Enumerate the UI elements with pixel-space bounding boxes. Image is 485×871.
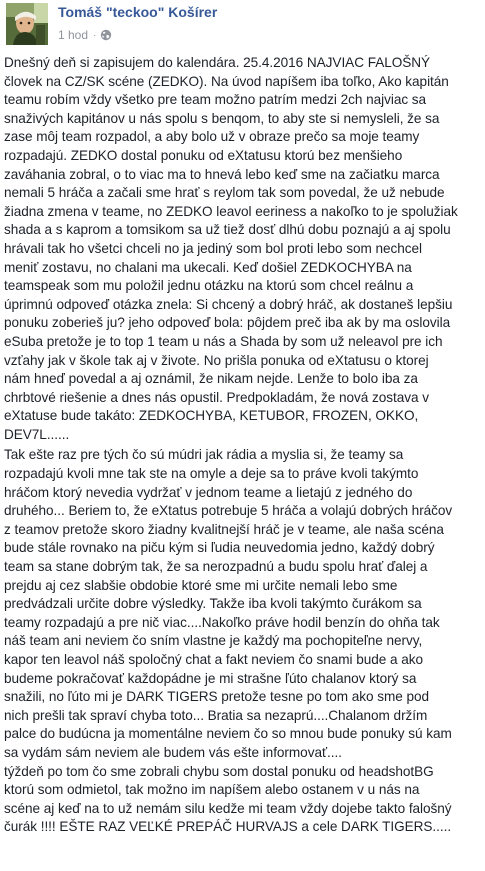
post-timestamp[interactable]: 1 hod (58, 28, 89, 42)
post-paragraph: Dnešný deň si zapisujem do kalendára. 25.4.2016 NAJVIAC FALOŠNÝ človek na CZ/SK scéne (ZEDKO). Na úvod napíšem iba toľko, Ako kapitán teamu robím vždy všetko pre team možno patrím medzi 2ch najviac sa snaživých kapitánov u nás spolu s benqom, to aby ste si nemysleli, že sa zase môj team rozpadol, a aby bolo už v obraze prečo sa moje teamy rozpadajú. ZEDKO dostal ponuku od eXtatusu ktorú bez menšieho zaváhania zobral, o to viac ma to hnevá lebo keď sme na začiatku marca nemali 5 hráča a začali sme hrať s reylom tak som povedal, že už nebude žiadna zmena v teame, no ZEDKO leavol eeriness a nakoľko to je spolužiak shada a s kaprom a tomsikom sa už tiež dosť dlhú dobu poznajú a aj spolu hrávali tak ho všetci chceli no ja jediný som bol proti lebo som nechcel meniť zostavu, no chalani ma ukecali. Keď došiel ZEDKOCHYBA na teamspeak som mu položil jednu otázku na ktorú som chcel reálnu a úprimnú odpoveď otázka znela: Si chcený a dobrý hráč, ak dostaneš lepšiu ponuku zoberieš ju? jeho odpoveď bola: pôjdem preč iba ak by ma oslovila eSuba pretože je to top 1 team u nás a Shada by som už neleavol pre ich vzťahy jak v škole tak aj v živote. No prišla ponuka od eXtatusu o ktorej nám hneď povedal a aj oznámil, že nikam nejde. Lenže to bolo iba za chrbtové riešenie a dnes nás opustil. Predpokladám, že nová zostava v eXtatuse bude takáto: ZEDKOCHYBA, KETUBOR, FROZEN, OKKO, DEV7L...... (4, 55, 458, 442)
post-body (4, 54, 482, 837)
avatar-image (6, 3, 48, 45)
meta-separator: · (93, 29, 97, 41)
post-meta (58, 27, 112, 43)
globe-icon[interactable] (100, 29, 112, 41)
post-paragraph: Tak ešte raz pre tých čo sú múdri jak rádia a myslia si, že teamy sa rozpadajú kvoli mne tak ste na omyle a deje sa to práve kvoli takýmto hráčom ktorý nevedia vydržať v jednom teame a lietajú z jedného do druhého... Beriem to, že eXtatus potrebuje 5 hráča a volajú dobrých hráčov z teamov pretože skoro žiadny kvalitnejší hráč je v teame, ale naša scéna bude stále rovnako na piču kým si ľudia neuvedomia jedno, každý dobrý team sa stane dobrým tak, že sa nerozpadnú a budu spolu hrať ďalej a prejdu aj cez slabšie obdobie ktoré sme mi určite nemali lebo sme predvádzali určite dobre výsledky. Takže iba kvoli takýmto čurákom sa teamy rozpadajú a pre nič viac....Nakoľko práve hodil benzín do ohňa tak náš team ani neviem čo sním vlastne je každý ma pochopiteľne nervy, kapor ten leavol náš spoločný chat a fakt neviem čo snami bude a ako budeme pokračovať každopádne je mi strašne ľúto chalanov ktorý sa snažili, no ľúto mi je DARK TIGERS pretože tesne po tom ako sme pod nich prešli tak spraví chyba toto... Bratia sa nezaprú....Chalanom držím palce do budúcna ja momentálne neviem čo so mnou bude ponuky sú kam sa vydám sám neviem ale budem vás ešte informovať.... týždeň po tom čo sme zobrali chybu som dostal ponuku od headshotBG ktorú som odmietol, tak možno im napíšem alebo ostanem v u nás na scéne aj keď na to už nemám silu kedže mi team vždy dojebe takto falošný čurák !!!! EŠTE RAZ VEĽKÉ PREPÁČ HURVAJS a cele DARK TIGERS..... (4, 447, 453, 835)
post-header (0, 0, 485, 50)
avatar[interactable] (6, 3, 48, 45)
author-name[interactable]: Tomáš "teckoo" Košírer (58, 4, 218, 20)
